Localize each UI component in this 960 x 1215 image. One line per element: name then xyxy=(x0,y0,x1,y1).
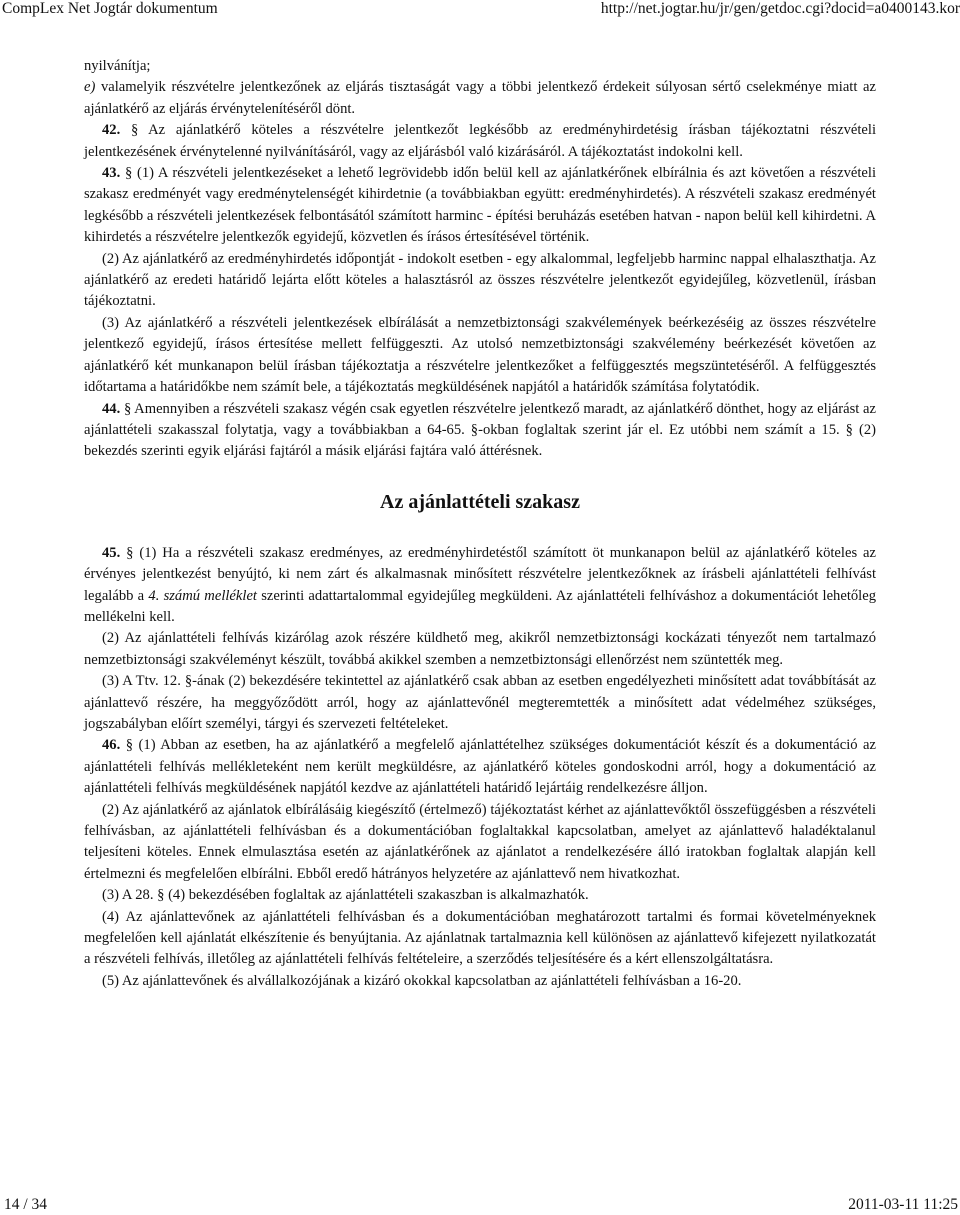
section-number: 45. xyxy=(102,544,121,561)
section-text: § Amennyiben a részvételi szakasz végén csak egyetlen részvételre jelentkező maradt, az ajánlatkérő dönthet, hogy az eljárást az ajánlattételi szakasszal folytatja, vagy a továbbiakban a 64-65. §-okban foglaltak szerint jár el. Ez utóbbi nem számít a 15. § (2) bekezdés szerinti egyik eljárási fajtáról a másik eljárási fajtára való áttérésnek. xyxy=(84,400,876,460)
section-text: § (1) A részvételi jelentkezéseket a lehető legrövidebb időn belül kell az ajánlatkérőnek elbírálnia és azt követően a részvételi szakasz eredményét vagy eredménytelenségét kihirdetnie (a továbbiakban együtt: eredményhirdetés). A részvételi szakasz eredményét legkésőbb a részvételi jelentkezések felbontásától számított harminc - építési beruházás esetében hatvan - napon belül kell kihirdetni. A kihirdetés a részvételre jelentkezők egyidejű, közvetlen és írásos értesítésével történik. xyxy=(84,165,876,246)
page-header xyxy=(0,0,960,22)
section-number: 43. xyxy=(102,165,121,182)
document-body xyxy=(84,56,876,992)
page-footer xyxy=(0,1196,960,1215)
clause-text: valamelyik részvételre jelentkezőnek az eljárás tisztaságát vagy a többi jelentkező érdekeit súlyosan sértő cselekménye miatt az ajánlatkérő az eljárás érvénytelenítéséről dönt. xyxy=(84,79,876,117)
section-text: szerinti adattartalommal egyidejűleg megküldeni. Az ajánlattételi felhíváshoz a dokumentációt lehetőleg mellékelni kell. xyxy=(84,587,876,625)
section-text: § Az ajánlatkérő köteles a részvételre jelentkezőt legkésőbb az eredményhirdetésig írásban tájékoztatni részvételi jelentkezésének érvénytelenné nyilvánításáról, vagy az eljárásból való kizárásáról. A tájékoztatást indokolni kell. xyxy=(84,122,876,160)
section-44 xyxy=(84,399,876,463)
section-43-1 xyxy=(84,163,876,249)
section-46-2: (2) Az ajánlatkérő az ajánlatok elbírálásáig kiegészítő (értelmező) tájékoztatást kérhet az ajánlattevőktől összefüggésben a részvételi felhívásban, az ajánlattételi felhívásban és a dokumentációban foglaltakkal kapcsolatban, amelyet az ajánlattevő haladéktalanul teljesíteni köteles. Ennek elmulasztása esetén az ajánlatkérőnek az ajánlatot a rendelkezésére álló iratokban foglaltak alapján kell értelmezni és megfelelően elbírálni. Ebből eredő hátrányos helyzetére az ajánlattevő nem hivatkozhat. xyxy=(84,801,876,882)
section-number: 46. xyxy=(102,737,121,754)
section-45-2: (2) Az ajánlattételi felhívás kizárólag azok részére küldhető meg, akikről nemzetbiztonsági kockázati tényezőt nem tartalmazó nemzetbiztonsági szakvéleményt készült, továbbá akikkel szemben a nemzetbiztonsági ellenőrzést nem szüntették meg. xyxy=(84,630,876,668)
print-timestamp: 2011-03-11 11:25 xyxy=(848,1196,958,1213)
section-number: 44. xyxy=(102,400,121,417)
section-text: § (1) Abban az esetben, ha az ajánlatkérő a megfelelő ajánlattételhez szükséges dokumentációt készít és a dokumentáció az ajánlattételi felhívás mellékleteként nem került megküldésre, az ajánlatkérő köteles gondoskodni arról, hogy a dokumentáció az ajánlattételi felhívás megküldésének napjától kezdve az ajánlattételi határidő lejártáig rendelkezésre álljon. xyxy=(84,737,876,797)
section-46-4: (4) Az ajánlattevőnek az ajánlattételi felhívásban és a dokumentációban meghatározott tartalmi és formai követelményeknek megfelelően kell ajánlatát elkészítenie és benyújtania. Az ajánlatnak tartalmaznia kell különösen az ajánlattevő kifejezett nyilatkozatát a részvételi felhívás, illetőleg az ajánlattételi felhívás feltételeire, a szerződés teljesítésére és a kért ellenszolgáltatásra. xyxy=(84,908,876,968)
section-45-1 xyxy=(84,543,876,629)
section-number: 42. xyxy=(102,122,121,139)
annex-reference: 4. számú melléklet xyxy=(148,587,257,604)
section-43-3: (3) Az ajánlatkérő a részvételi jelentkezések elbírálását a nemzetbiztonsági szakvélemények beérkezéséig az összes részvételre jelentkező egyidejű, írásos értesítése mellett felfüggeszti. Az utolsó nemzetbiztonsági szakvélemény beérkezését követően az ajánlatkérő két munkanapon belül írásban tájékoztatja a részvételre jelentkezőket a felfüggesztés megszüntetéséről. A felfüggesztés időtartama a határidőkbe nem számít bele, a tájékoztatás megküldésének napjától a határidők számítása folytatódik. xyxy=(84,314,876,396)
section-46-3: (3) A 28. § (4) bekezdésében foglaltak az ajánlattételi szakaszban is alkalmazhatók. xyxy=(102,887,589,904)
document-url[interactable]: http://net.jogtar.hu/jr/gen/getdoc.cgi?docid=a0400143.kor xyxy=(600,0,960,17)
section-46-1 xyxy=(84,735,876,799)
section-42 xyxy=(84,120,876,163)
paragraph-continuation: nyilvánítja; xyxy=(84,58,151,74)
clause-letter: e) xyxy=(84,79,96,96)
section-46-5: (5) Az ajánlattevőnek és alvállalkozójának a kizáró okokkal kapcsolatban az ajánlattételi felhívásban a 16-20. xyxy=(102,972,742,989)
section-45-3: (3) A Ttv. 12. §-ának (2) bekezdésére tekintettel az ajánlatkérő csak abban az esetben engedélyezheti minősített adat továbbítását az ajánlattevő részére, ha meggyőződött arról, hogy az ajánlattevőnél megteremtették a minősített adat védelméhez szükséges, jogszabályban előírt személyi, tárgyi és szervezeti feltételeket. xyxy=(84,673,876,732)
section-43-2: (2) Az ajánlatkérő az eredményhirdetés időpontját - indokolt esetben - egy alkalommal, legfeljebb harminc nappal elhalaszthatja. Az ajánlatkérő az eredeti határidő lejárta előtt köteles a halasztásról az összes részvételre jelentkezőt egyidejűleg, közvetlenül, írásban tájékoztatni. xyxy=(84,250,876,310)
document-title: CompLex Net Jogtár dokumentum xyxy=(2,0,218,17)
section-heading: Az ajánlattételi szakasz xyxy=(380,490,580,513)
page-counter: 14 / 34 xyxy=(4,1196,48,1213)
section-text: § (1) Ha a részvételi szakasz eredményes, az eredményhirdetéstől számított öt munkanapon belül az ajánlatkérő köteles az érvényes jelentkezést benyújtó, ki nem zárt és alkalmasnak minősített részvételre jelentkezőknek az írásbeli ajánlattételi felhívást legalább a xyxy=(84,544,876,604)
clause-e xyxy=(84,77,876,120)
